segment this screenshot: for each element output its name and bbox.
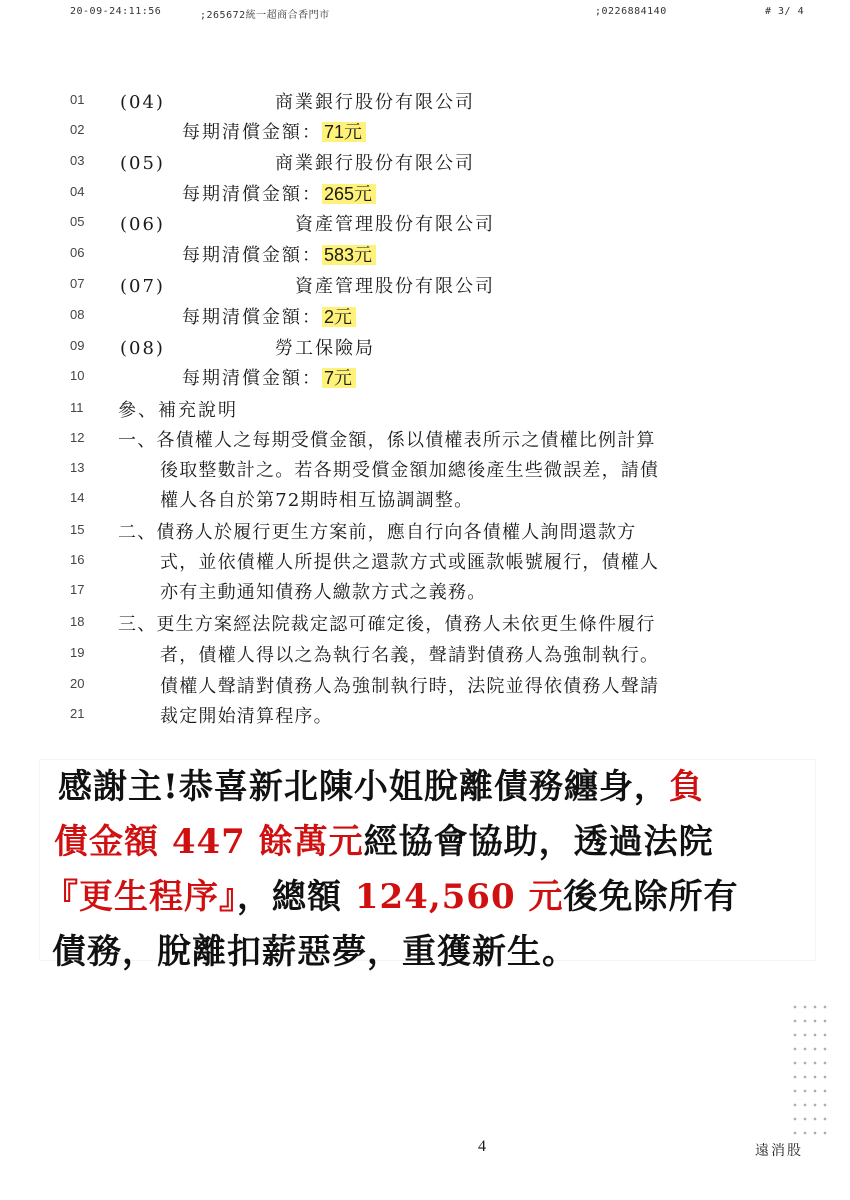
- line-number: 13: [70, 460, 85, 475]
- note-line: 式，並依債權人所提供之還款方式或匯款帳號履行，債權人: [160, 552, 660, 573]
- fax-phone: ;0226884140: [595, 6, 667, 17]
- line-number: 05: [70, 214, 85, 229]
- line-number: 11: [70, 400, 84, 415]
- note-line: 亦有主動通知債務人繳款方式之義務。: [160, 582, 487, 603]
- note-line: 三、更生方案經法院裁定認可確定後，債務人未依更生條件履行: [118, 614, 656, 635]
- line-number: 07: [70, 276, 85, 291]
- installment-amount: 每期清償金額： 2元: [182, 303, 356, 329]
- line-number: 18: [70, 614, 85, 629]
- banner-line-4: 債務，脫離扣薪惡夢，重獲新生。: [52, 932, 577, 972]
- binding-holes: [790, 1000, 830, 1140]
- page-number: 4: [478, 1138, 486, 1155]
- line-number: 12: [70, 430, 85, 445]
- line-number: 16: [70, 552, 85, 567]
- banner-line-1: 感謝主!恭喜新北陳小姐脫離債務纏身，負: [58, 767, 704, 807]
- note-line: 裁定開始清算程序。: [160, 706, 333, 727]
- note-line: 後取整數計之。若各期受償金額加總後產生些微誤差，請債: [160, 460, 660, 481]
- line-number: 04: [70, 184, 85, 199]
- line-number: 17: [70, 582, 85, 597]
- line-number: 09: [70, 338, 85, 353]
- creditor-name: (04) 商業銀行股份有限公司: [120, 92, 475, 113]
- banner-line-2: 債金額 447 餘萬元經協會協助，透過法院: [54, 822, 714, 862]
- fax-sender: ;265672統一超商合香門市: [200, 10, 330, 21]
- line-number: 02: [70, 122, 85, 137]
- line-number: 10: [70, 368, 85, 383]
- line-number: 03: [70, 153, 85, 168]
- line-number: 21: [70, 706, 85, 721]
- creditor-name: (05) 商業銀行股份有限公司: [120, 153, 475, 174]
- congratulation-banner: [40, 760, 815, 972]
- section-heading: 參、補充說明: [118, 400, 238, 421]
- line-number: 14: [70, 490, 85, 505]
- creditor-name: (08) 勞工保險局: [120, 338, 375, 359]
- line-number: 19: [70, 645, 85, 660]
- installment-amount: 每期清償金額： 583元: [182, 241, 376, 267]
- note-line: 債權人聲請對債務人為強制執行時，法院並得依債務人聲請: [160, 676, 660, 697]
- line-number: 01: [70, 92, 85, 107]
- installment-amount: 每期清償金額： 265元: [182, 180, 376, 206]
- fax-datetime: 20-09-24:11:56: [70, 6, 162, 17]
- installment-amount: 每期清償金額： 7元: [182, 364, 356, 390]
- note-line: 者，債權人得以之為執行名義，聲請對債務人為強制執行。: [160, 645, 660, 666]
- line-number: 06: [70, 245, 85, 260]
- line-number: 15: [70, 522, 85, 537]
- note-line: 一、各債權人之每期受償金額，係以債權表所示之債權比例計算: [118, 430, 656, 451]
- note-line: 二、債務人於履行更生方案前，應自行向各債權人詢問還款方: [118, 522, 637, 543]
- banner-line-3: 『更生程序』，總額 124,560 元後免除所有: [44, 877, 739, 917]
- installment-amount: 每期清償金額： 71元: [182, 118, 366, 144]
- creditor-name: (06) 資產管理股份有限公司: [120, 214, 495, 235]
- department-stamp: 遠消股: [755, 1143, 803, 1159]
- note-line: 權人各自於第72期時相互協調調整。: [160, 490, 474, 511]
- line-number: 20: [70, 676, 85, 691]
- fax-page-count: # 3/ 4: [765, 6, 805, 17]
- creditor-name: (07) 資產管理股份有限公司: [120, 276, 495, 297]
- line-number: 08: [70, 307, 85, 322]
